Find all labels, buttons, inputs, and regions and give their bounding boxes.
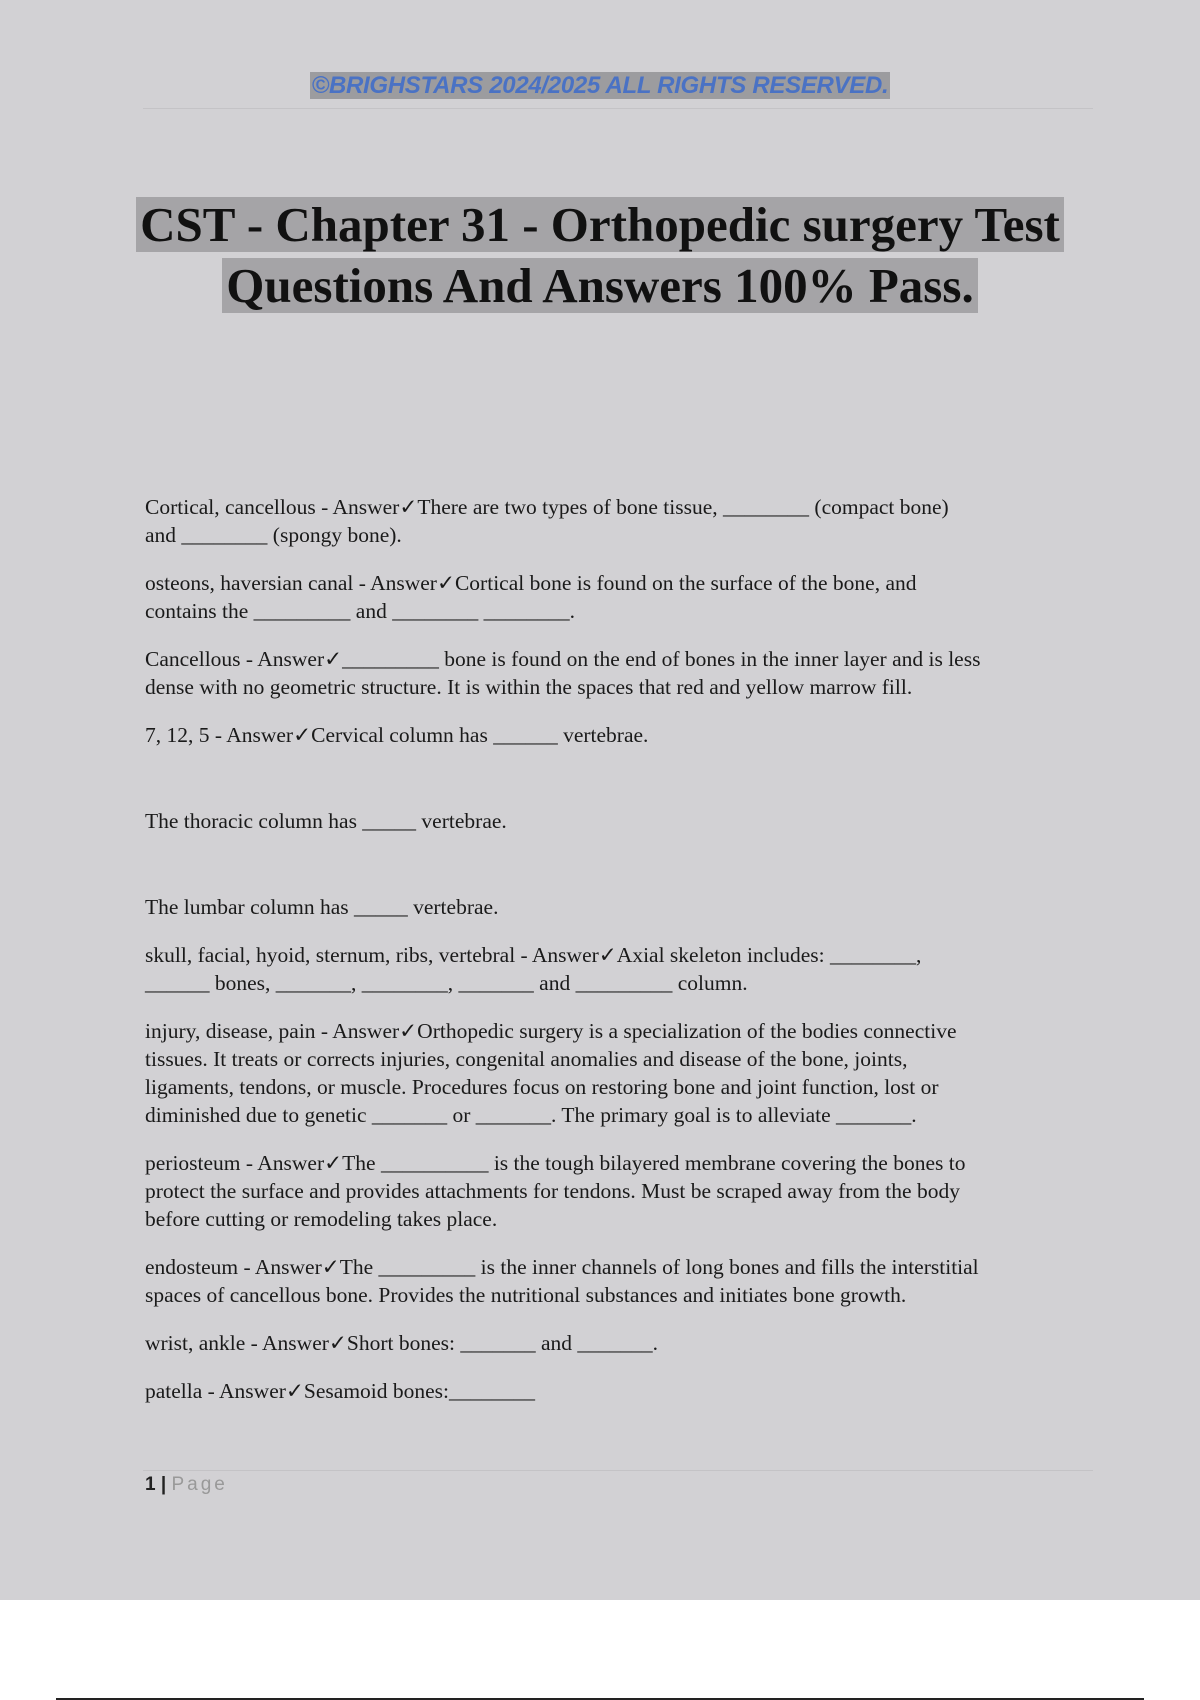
- qa-item: osteons, haversian canal - Answer✓Cortical bone is found on the surface of the bone, and contains the _________ and ________ ________.: [145, 571, 917, 623]
- qa-item: patella - Answer✓Sesamoid bones:________: [145, 1379, 536, 1403]
- page-title: [120, 194, 1080, 316]
- page-number: 1: [145, 1474, 156, 1495]
- qa-item: periosteum - Answer✓The __________ is the tough bilayered membrane covering the bones to protect the surface and provides attachments for tendons. Must be scraped away from the body before cutting or remodeling takes place.: [145, 1151, 966, 1231]
- footer-divider: [143, 1470, 1093, 1471]
- page-footer: [145, 1474, 228, 1496]
- qa-item: 7, 12, 5 - Answer✓Cervical column has ______ vertebrae.: [145, 723, 649, 747]
- qa-item: Cortical, cancellous - Answer✓There are two types of bone tissue, ________ (compact bone) and ________ (spongy bone).: [145, 495, 949, 547]
- qa-item: skull, facial, hyoid, sternum, ribs, vertebral - Answer✓Axial skeleton includes: ________, ______ bones, _______, ________, _______ and _________ column.: [145, 943, 922, 995]
- qa-item: endosteum - Answer✓The _________ is the inner channels of long bones and fills the interstitial spaces of cancellous bone. Provides the nutritional substances and initiates bone growth.: [145, 1255, 979, 1307]
- copyright-header: [0, 72, 1200, 100]
- qa-item: wrist, ankle - Answer✓Short bones: _______ and _______.: [145, 1331, 659, 1355]
- qa-item: The thoracic column has _____ vertebrae.: [145, 809, 507, 833]
- title-line-1: CST - Chapter 31 - Orthopedic surgery Test: [136, 197, 1064, 252]
- header-divider: [143, 108, 1093, 109]
- qa-item: Cancellous - Answer✓_________ bone is found on the end of bones in the inner layer and is less dense with no geometric structure. It is within the spaces that red and yellow marrow fill.: [145, 647, 981, 699]
- title-line-2: Questions And Answers 100% Pass.: [222, 258, 977, 313]
- page-label: Page: [171, 1474, 228, 1495]
- qa-list: [145, 493, 1090, 1425]
- copyright-text: ©BRIGHSTARS 2024/2025 ALL RIGHTS RESERVED.: [311, 72, 889, 99]
- qa-item: The lumbar column has _____ vertebrae.: [145, 895, 499, 919]
- qa-item: injury, disease, pain - Answer✓Orthopedic surgery is a specialization of the bodies connective tissues. It treats or corrects injuries, congenital anomalies and disease of the bone, joints, ligaments, tendons, or muscle. Procedures focus on restoring bone and joint function, lost or diminished due to genetic _______ or _______. The primary goal is to alleviate _______.: [145, 1019, 957, 1127]
- page-separator: |: [155, 1474, 172, 1495]
